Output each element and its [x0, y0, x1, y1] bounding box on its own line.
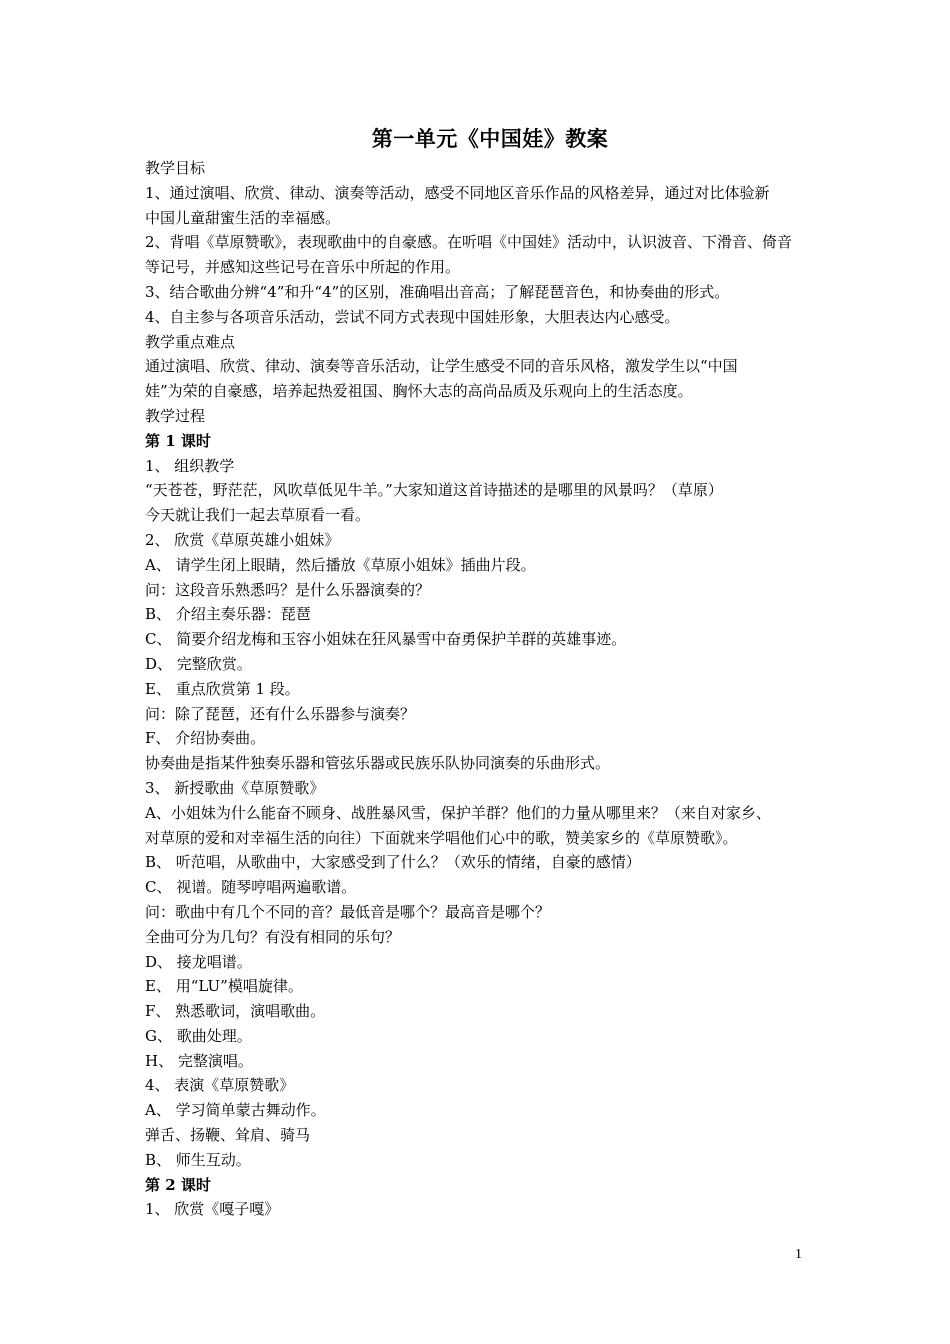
text-line: 1、 欣赏《嘎子嘎》 [145, 1200, 280, 1219]
text-line: H、 完整演唱。 [145, 1051, 253, 1070]
text-line: 2、背唱《草原赞歌》，表现歌曲中的自豪感。在听唱《中国娃》活动中，认识波音、下滑音、倚音 [145, 233, 793, 252]
text-line: B、 师生互动。 [145, 1150, 251, 1169]
text-line: 等记号，并感知这些记号在音乐中所起的作用。 [145, 258, 461, 277]
text-line: 协奏曲是指某件独奏乐器和管弦乐器或民族乐队协同演奏的乐曲形式。 [145, 754, 611, 773]
text-line: C、 简要介绍龙梅和玉容小姐妹在狂风暴雪中奋勇保护羊群的英雄事迹。 [145, 630, 627, 649]
text-line: 全曲可分为几句？有没有相同的乐句？ [145, 927, 401, 946]
text-line: G、 歌曲处理。 [145, 1026, 252, 1045]
text-line: F、 介绍协奏曲。 [145, 729, 266, 748]
text-line: A、小姐妹为什么能奋不顾身、战胜暴风雪，保护羊群？他们的力量从哪里来？（来自对家乡、 [145, 803, 771, 822]
document-title: 第一单元《中国娃》教案 [371, 126, 609, 151]
section-heading: 第 1 课时 [145, 431, 211, 450]
text-line: E、 重点欣赏第 1 段。 [145, 679, 300, 698]
text-line: 教学重点难点 [145, 332, 236, 351]
page-number: 1 [795, 1247, 802, 1262]
section-heading: 第 2 课时 [145, 1175, 211, 1194]
document-body [145, 156, 835, 1222]
text-line: 1、通过演唱、欣赏、律动、演奏等活动，感受不同地区音乐作品的风格差异，通过对比体验新 [145, 183, 770, 202]
text-line: A、 请学生闭上眼睛，然后播放《草原小姐妹》插曲片段。 [145, 555, 536, 574]
text-line: 通过演唱、欣赏、律动、演奏等音乐活动，让学生感受不同的音乐风格，激发学生以“中国 [145, 357, 738, 376]
text-line: 1、 组织教学 [145, 456, 235, 475]
text-line: A、 学习简单蒙古舞动作。 [145, 1101, 326, 1120]
text-line: 中国儿童甜蜜生活的幸福感。 [145, 208, 341, 227]
text-line: 2、 欣赏《草原英雄小姐妹》 [145, 530, 340, 549]
text-line: 问：除了琵琶，还有什么乐器参与演奏？ [145, 704, 416, 723]
text-line: 4、自主参与各项音乐活动，尝试不同方式表现中国娃形象，大胆表达内心感受。 [145, 307, 680, 326]
text-line: D、 接龙唱谱。 [145, 952, 252, 971]
text-line: C、 视谱。随琴哼唱两遍歌谱。 [145, 878, 357, 897]
text-line: 3、 新授歌曲《草原赞歌》 [145, 778, 325, 797]
text-line: 3、结合歌曲分辨“4”和升“4”的区别，准确唱出音高；了解琵琶音色，和协奏曲的形式。 [145, 282, 730, 301]
text-line: 今天就让我们一起去草原看一看。 [145, 506, 371, 525]
text-line: 问：歌曲中有几个不同的音？最低音是哪个？最高音是哪个？ [145, 902, 551, 921]
text-line: 对草原的爱和对幸福生活的向往）下面就来学唱他们心中的歌，赞美家乡的《草原赞歌》。 [145, 828, 738, 847]
text-line: 娃”为荣的自豪感，培养起热爱祖国、胸怀大志的高尚品质及乐观向上的生活态度。 [145, 382, 693, 401]
text-line: 弹舌、扬鞭、耸肩、骑马 [145, 1126, 311, 1145]
text-line: 问：这段音乐熟悉吗？是什么乐器演奏的？ [145, 580, 431, 599]
text-line: B、 听范唱，从歌曲中，大家感受到了什么？（欢乐的情绪，自豪的感情） [145, 853, 641, 872]
text-line: 教学目标 [145, 159, 206, 177]
text-line: “天苍苍，野茫茫，风吹草低见牛羊。”大家知道这首诗描述的是哪里的风景吗？（草原） [145, 481, 723, 500]
text-line: 教学过程 [145, 406, 206, 425]
text-line: B、 介绍主奏乐器：琵琶 [145, 605, 311, 624]
text-line: 4、 表演《草原赞歌》 [145, 1076, 295, 1095]
document-page [145, 124, 835, 1222]
text-line: F、 熟悉歌词，演唱歌曲。 [145, 1002, 326, 1021]
text-line: D、 完整欣赏。 [145, 654, 252, 673]
text-line: E、 用“LU”模唱旋律。 [145, 977, 303, 996]
